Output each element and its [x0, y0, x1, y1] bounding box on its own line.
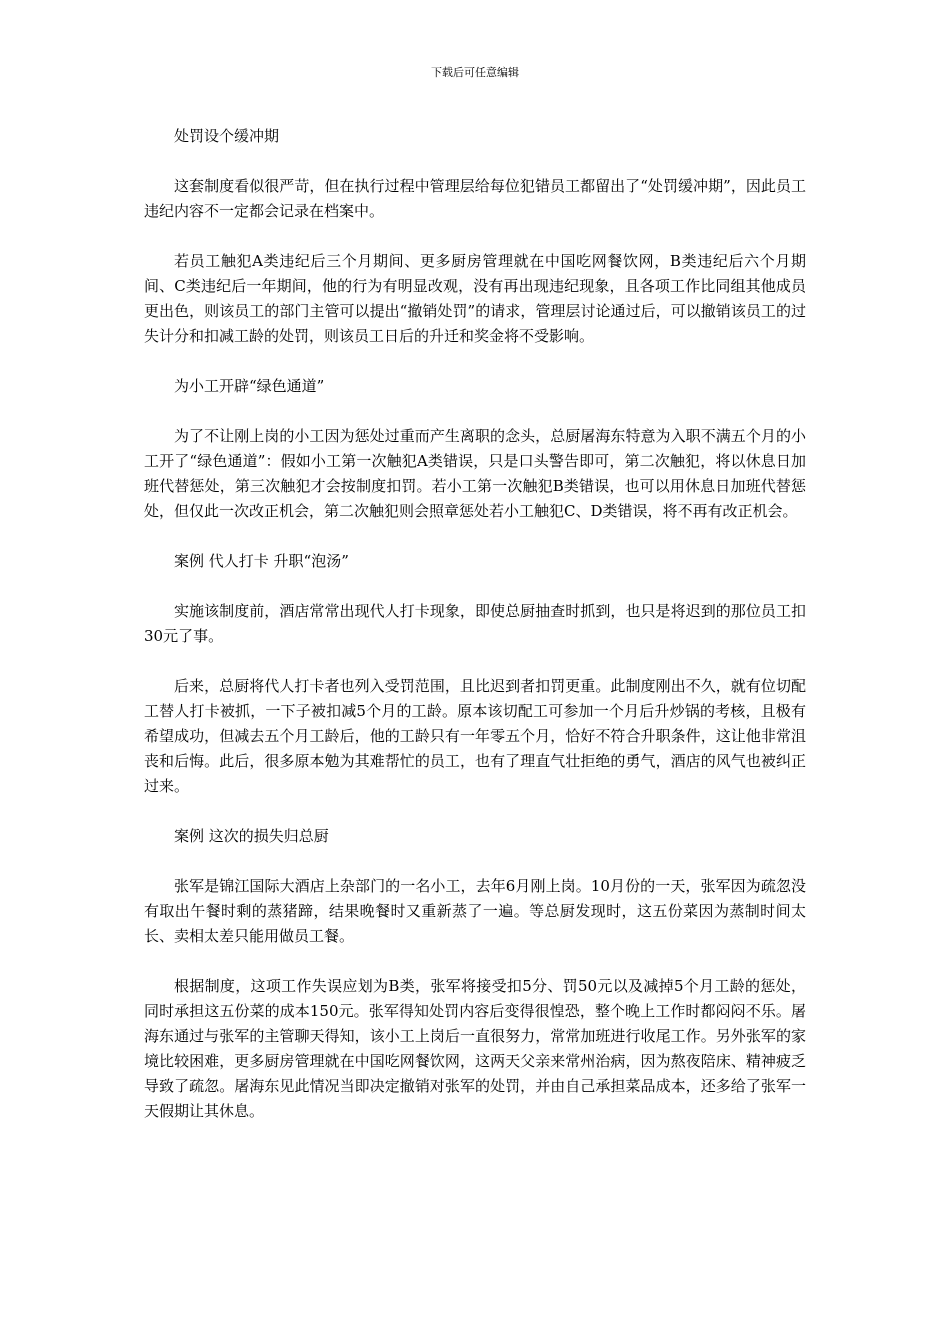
paragraph: 根据制度，这项工作失误应划为B类，张军将接受扣5分、罚50元以及减掉5个月工龄的惩处，同时承担这五份菜的成本150元。张军得知处罚内容后变得很惶恐，整个晚上工作时都闷闷不乐。屠海东通过与张军的主管聊天得知，该小工上岗后一直很努力，常常加班进行收尾工作。另外张军的家境比较困难，更多厨房管理就在中国吃网餐饮网，这两天父亲来常州治病，因为熬夜陪床、精神疲乏导致了疏忽。屠海东见此情况当即决定撤销对张军的处罚，并由自己承担菜品成本，还多给了张军一天假期让其休息。 [144, 977, 806, 1120]
paragraph: 为了不让刚上岗的小工因为惩处过重而产生离职的念头，总厨屠海东特意为入职不满五个月的小工开了“绿色通道”：假如小工第一次触犯A类错误，只是口头警告即可，第二次触犯，将以休息日加班代替惩处，第三次触犯才会按制度扣罚。若小工第一次触犯B类错误，也可以用休息日加班代替惩处，但仅此一次改正机会，第二次触犯则会照章惩处若小工触犯C、D类错误，将不再有改正机会。 [144, 427, 806, 520]
paragraph: 后来，总厨将代人打卡者也列入受罚范围，且比迟到者扣罚更重。此制度刚出不久，就有位切配工替人打卡被抓，一下子被扣减5个月的工龄。原本该切配工可参加一个月后升炒锅的考核，且极有希望成功，但减去五个月工龄后，他的工龄只有一年零五个月，恰好不符合升职条件，这让他非常沮丧和后悔。此后，很多原本勉为其难帮忙的员工，也有了理直气壮拒绝的勇气，酒店的风气也被纠正过来。 [144, 677, 806, 795]
paragraph: 张军是锦江国际大酒店上杂部门的一名小工，去年6月刚上岗。10月份的一天，张军因为疏忽没有取出午餐时剩的蒸猪蹄，结果晚餐时又重新蒸了一遍。等总厨发现时，这五份菜因为蒸制时间太长、卖相太差只能用做员工餐。 [144, 877, 806, 945]
document-body [144, 124, 806, 1149]
section-heading-case-clock-in: 案例 代人打卡 升职“泡汤” [174, 552, 349, 570]
page-header: 下载后可任意编辑 [431, 66, 519, 79]
section-heading-green-channel: 为小工开辟“绿色通道” [174, 377, 325, 395]
paragraph: 若员工触犯A类违纪后三个月期间、更多厨房管理就在中国吃网餐饮网，B类违纪后六个月期间、C类违纪后一年期间，他的行为有明显改观，没有再出现违纪现象，且各项工作比同组其他成员更出色，则该员工的部门主管可以提出“撤销处罚”的请求，管理层讨论通过后，可以撤销该员工的过失计分和扣减工龄的处罚，则该员工日后的升迁和奖金将不受影响。 [144, 252, 806, 345]
paragraph: 实施该制度前，酒店常常出现代人打卡现象，即使总厨抽查时抓到，也只是将迟到的那位员工扣30元了事。 [144, 602, 806, 645]
section-heading-buffer-period: 处罚设个缓冲期 [174, 127, 280, 145]
section-heading-case-loss: 案例 这次的损失归总厨 [174, 827, 329, 845]
paragraph: 这套制度看似很严苛，但在执行过程中管理层给每位犯错员工都留出了“处罚缓冲期”，因此员工违纪内容不一定都会记录在档案中。 [144, 177, 806, 220]
